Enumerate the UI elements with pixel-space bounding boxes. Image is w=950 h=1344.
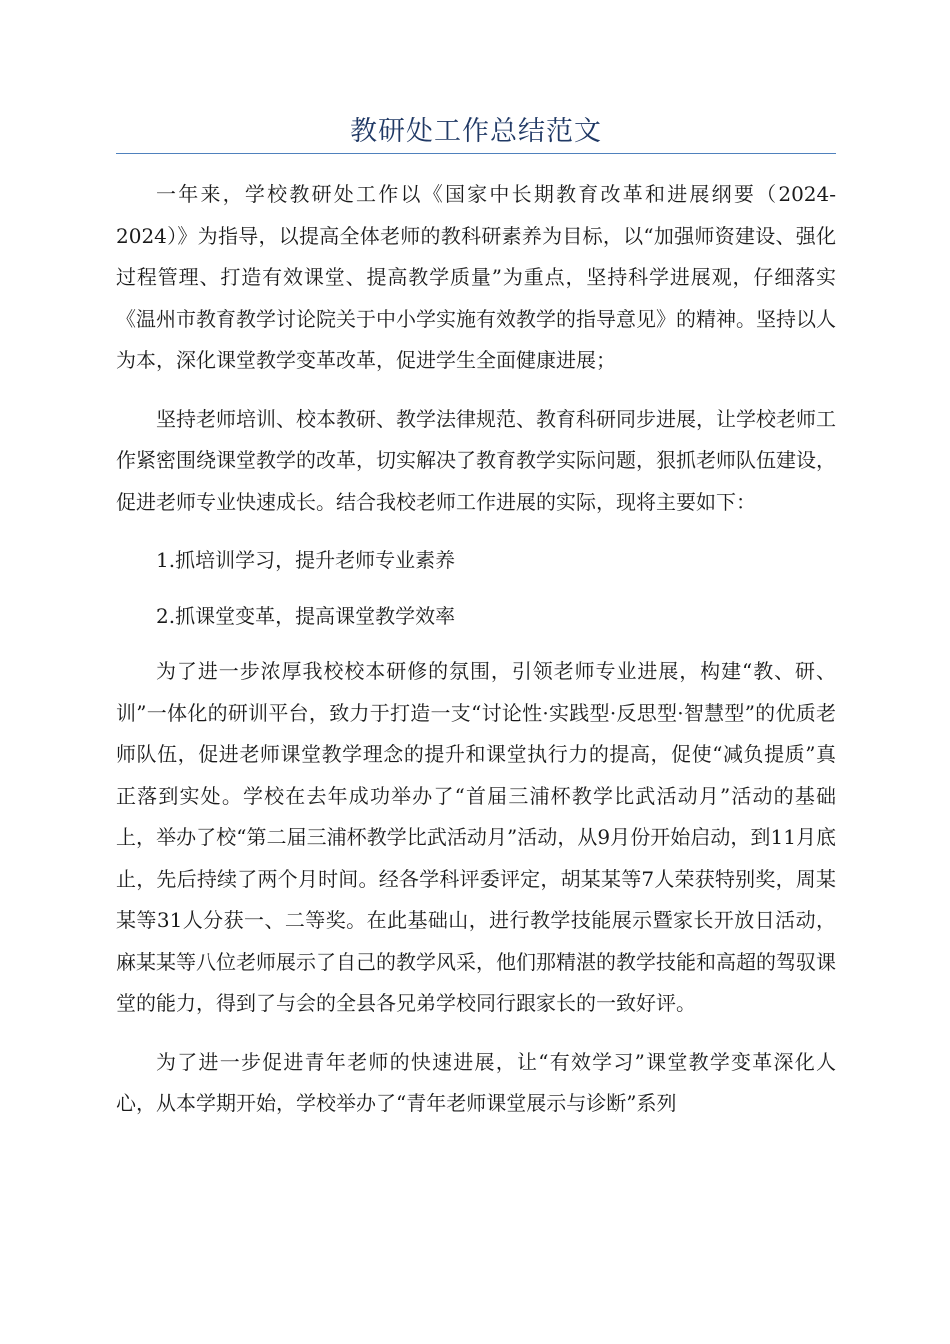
title-underline — [116, 153, 836, 154]
list-item-classroom: 2.抓课堂变革，提高课堂教学效率 — [156, 603, 456, 628]
document-body — [116, 174, 836, 1142]
paragraph-overview: 坚持老师培训、校本教研、教学法律规范、教育科研同步进展，让学校老师工作紧密围绕课堂教学的改革，切实解决了教育教学实际问题，狠抓老师队伍建设，促进老师专业快速成长。结合我校老师工作进展的实际，现将主要如下： — [116, 406, 836, 514]
paragraph-teaching-competition: 为了进一步浓厚我校校本研修的氛围，引领老师专业进展，构建“教、研、训”一体化的研训平台，致力于打造一支“讨论性·实践型·反思型·智慧型”的优质老师队伍，促进老师课堂教学理念的提升和课堂执行力的提高，促使“减负提质”真正落到实处。学校在去年成功举办了“首届三浦杯教学比武活动月”活动的基础上，举办了校“第二届三浦杯教学比武活动月”活动，从9月份开始启动，到11月底止，先后持续了两个月时间。经各学科评委评定，胡某某等7人荣获特别奖，周某某等31人分获一、二等奖。在此基础山，进行教学技能展示暨家长开放日活动，麻某某等八位老师展示了自己的教学风采，他们那精湛的教学技能和高超的驾驭课堂的能力，得到了与会的全县各兄弟学校同行跟家长的一致好评。 — [116, 659, 836, 1015]
paragraph-intro: 一年来，学校教研处工作以《国家中长期教育改革和进展纲要（2024-2024）》为指导，以提高全体老师的教科研素养为目标，以“加强师资建设、强化过程管理、打造有效课堂、提高教学质量”为重点，坚持科学进展观，仔细落实《温州市教育教学讨论院关于中小学实施有效教学的指导意见》的精神。坚持以人为本，深化课堂教学变革改革，促进学生全面健康进展； — [116, 182, 836, 372]
paragraph-young-teachers: 为了进一步促进青年老师的快速进展，让“有效学习”课堂教学变革深化人心，从本学期开始，学校举办了“青年老师课堂展示与诊断”系列 — [116, 1049, 836, 1115]
list-item-training: 1.抓培训学习，提升老师专业素养 — [156, 548, 456, 572]
document-title: 教研处工作总结范文 — [350, 116, 602, 147]
